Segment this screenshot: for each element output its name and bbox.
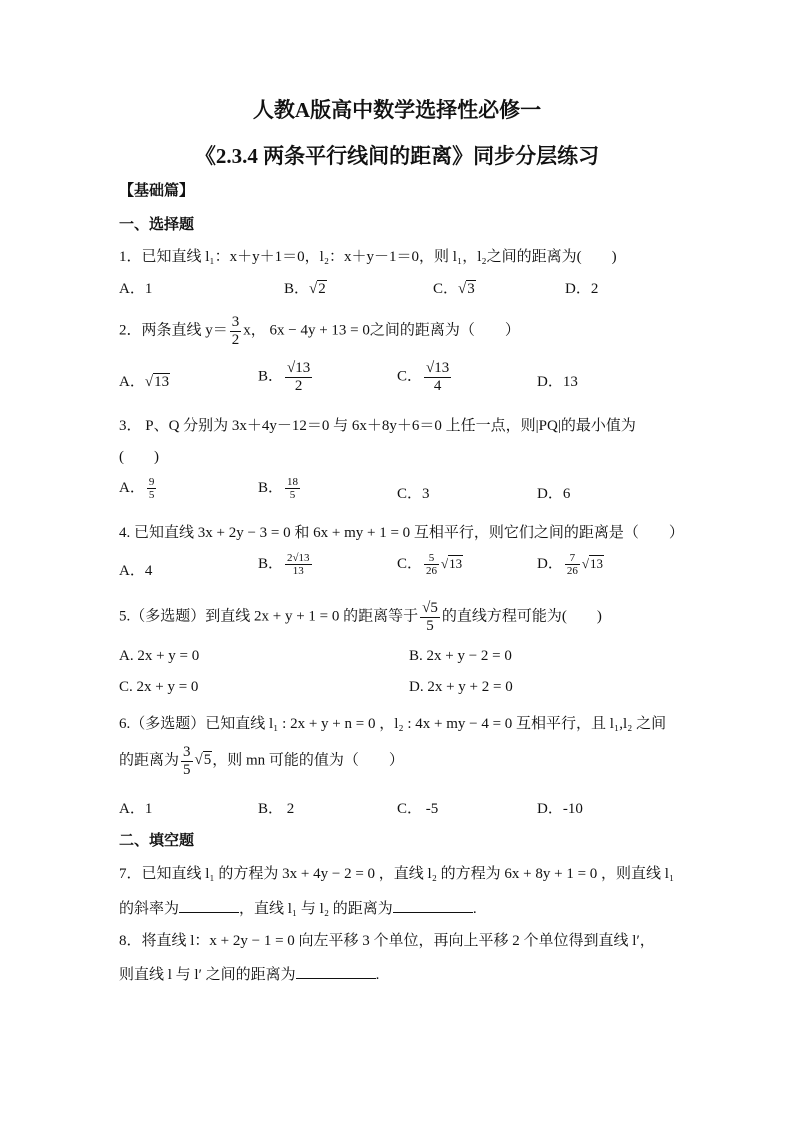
question-8-line1: 8．将直线 l：x + 2y − 1 = 0 向左平移 3 个单位，再向上平移 2 个单位得到直线 l′， [119, 933, 655, 949]
q1-option-b: B．√2 [284, 281, 326, 297]
q6-option-c: C． -5 [397, 801, 439, 817]
question-5: 5.（多选题）到直线 2x + y + 1 = 0 的距离等于 $\frac{√5}{5}$ 的直线方程可能为( ) [119, 600, 602, 634]
q3-option-a: A． $\frac{9}{5}$ [119, 476, 155, 502]
part1-heading: 一、选择题 [119, 217, 195, 233]
q1-option-c: C．√3 [433, 281, 475, 297]
q2-option-a: A．√13 [119, 374, 170, 390]
q6-option-b: B． 2 [258, 801, 295, 817]
q6-option-d: D．-10 [537, 801, 583, 817]
question-1: 1．已知直线 l₁：x＋y＋1＝0，l₂：x＋y－1＝0，则 l₁，l₂之间的距离为( ) [119, 249, 617, 265]
q5-option-d: D. 2x + y + 2 = 0 [409, 679, 513, 695]
part2-heading: 二、填空题 [119, 833, 195, 849]
q3-option-d: D．6 [537, 486, 571, 502]
answer-blank[interactable] [179, 900, 239, 913]
q4-option-d: D． $\frac{7}{26}$ √13 [537, 552, 603, 578]
answer-blank[interactable] [296, 966, 376, 979]
question-6-line2: 的距离为 $\frac{3}{5}$ √5，则 mn 可能的值为（ ） [119, 744, 404, 778]
page-subtitle: 《2.3.4 两条平行线间的距离》同步分层练习 [194, 144, 600, 168]
q4-option-a: A．4 [119, 563, 153, 579]
q3-option-c: C．3 [397, 486, 430, 502]
question-8-line2: 则直线 l 与 l′ 之间的距离为 . [119, 967, 380, 983]
q5-option-b: B. 2x + y − 2 = 0 [409, 648, 512, 664]
q2-option-d: D．13 [537, 374, 578, 390]
q6-option-a: A．1 [119, 801, 153, 817]
section-basic-label: 【基础篇】 [119, 183, 195, 199]
answer-blank[interactable] [393, 900, 473, 913]
question-3-line1: 3． P、Q 分别为 3x＋4y－12＝0 与 6x＋8y＋6＝0 上任一点，则|PQ|的最小值为 [119, 418, 636, 434]
q4-option-c: C． $\frac{5}{26}$ √13 [397, 552, 463, 578]
question-4: 4. 已知直线 3x + 2y − 3 = 0 和 6x + my + 1 = 0 互相平行，则它们之间的距离是（ ） [119, 525, 684, 541]
question-3-line2: ( ) [119, 449, 159, 465]
question-6-line1: 6.（多选题）已知直线 l₁ : 2x + y + n = 0 ，l₂ : 4x + my − 4 = 0 互相平行，且 l₁,l₂ 之间 [119, 716, 667, 732]
q3-option-b: B． $\frac{18}{5}$ [258, 476, 299, 502]
q5-option-a: A. 2x + y = 0 [119, 648, 200, 664]
q5-option-c: C. 2x + y = 0 [119, 679, 199, 695]
q1-option-d: D．2 [565, 281, 599, 297]
page-title: 人教A版高中数学选择性必修一 [252, 98, 542, 122]
q1-option-a: A．1 [119, 281, 153, 297]
question-7-line2: 的斜率为 ，直线 l₁ 与 l₂ 的距离为 . [119, 901, 477, 917]
question-2: 2．两条直线 y＝ $\frac{3}{2}$ x， 6x − 4y + 13 = 0之间的距离为（ ） [119, 314, 520, 348]
question-7-line1: 7．已知直线 l₁ 的方程为 3x + 4y − 2 = 0 ，直线 l₂ 的方程为 6x + 8y + 1 = 0 ，则直线 l₁ [119, 866, 675, 882]
q4-option-b: B． $\frac{2√13}{13}$ [258, 552, 310, 578]
q2-option-c: C． $\frac{√13}{4}$ [397, 360, 450, 394]
q2-option-b: B． $\frac{√13}{2}$ [258, 360, 311, 394]
